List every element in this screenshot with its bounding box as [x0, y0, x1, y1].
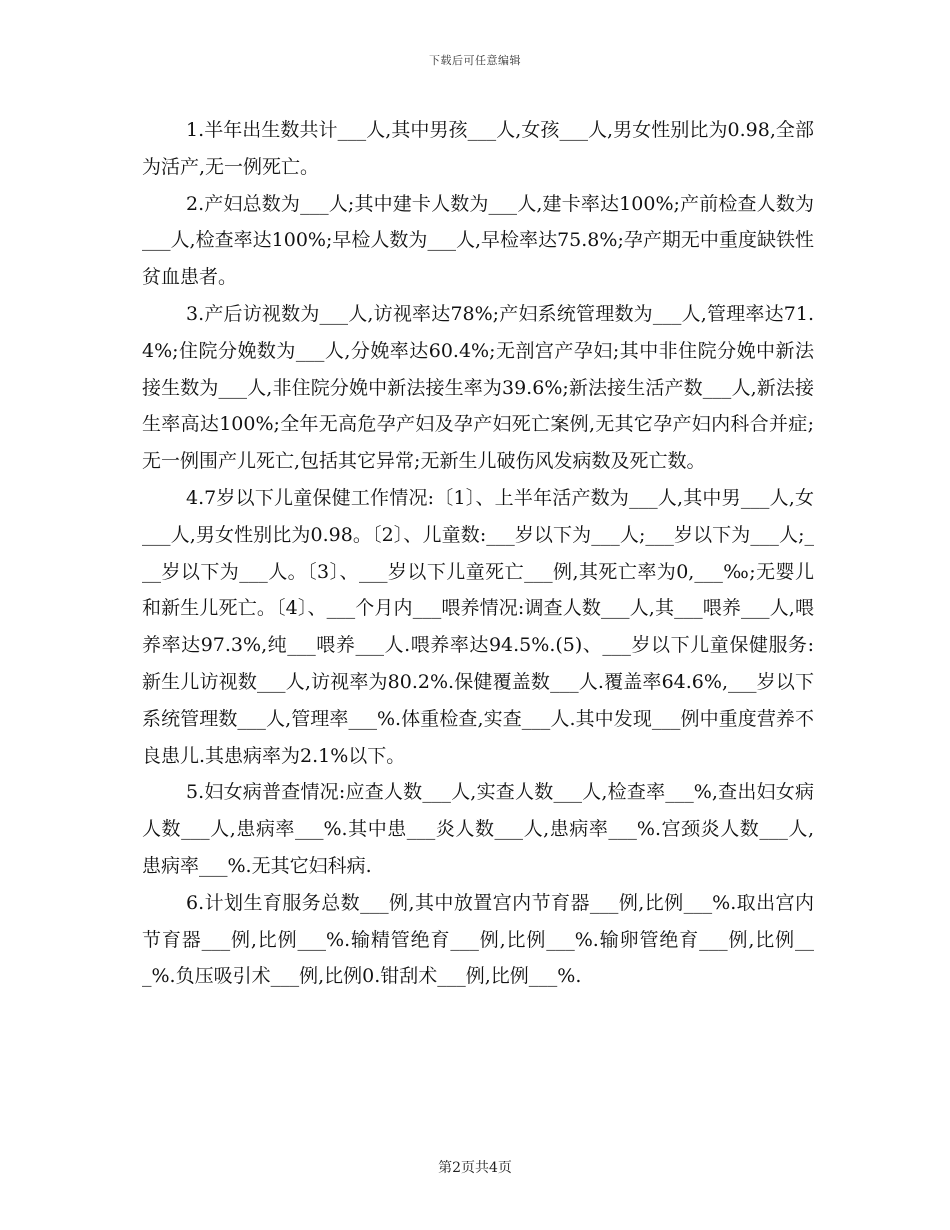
paragraph-2: 2.产妇总数为___人;其中建卡人数为___人,建卡率达100%;产前检查人数为___人,检查率达100%;早检人数为___人,早检率达75.8%;孕产期无中重度缺铁性贫血患者。 [142, 192, 814, 289]
document-body [142, 112, 814, 995]
paragraph-1: 1.半年出生数共计___人,其中男孩___人,女孩___人,男女性别比为0.98,全部为活产,无一例死亡。 [142, 119, 814, 178]
paragraph-6: 6.计划生育服务总数___例,其中放置宫内节育器___例,比例___%.取出宫内节育器___例,比例___%.输精管绝育___例,比例___%.输卵管绝育___例,比例___%.负压吸引术___例,比例0.钳刮术___例,比例___%. [142, 891, 814, 988]
paragraph-4: 4.7岁以下儿童保健工作情况:〔1〕、上半年活产数为___人,其中男___人,女___人,男女性别比为0.98。〔2〕、儿童数:___岁以下为___人;___岁以下为___人;___岁以下为___人。〔3〕、___岁以下儿童死亡___例,其死亡率为0,___‰;无婴儿和新生儿死亡。〔4〕、___个月内___喂养情况:调查人数___人,其___喂养___人,喂养率达97.3%,纯___喂养___人.喂养率达94.5%.(5)、___岁以下儿童保健服务:新生儿访视数___人,访视率为80.2%.保健覆盖数___人.覆盖率64.6%,___岁以下系统管理数___人,管理率___%.体重检查,实查___人.其中发现___例中重度营养不良患儿.其患病率为2.1%以下。 [142, 486, 814, 767]
page-number: 第2页共4页 [438, 1160, 512, 1176]
paragraph-3: 3.产后访视数为___人,访视率达78%;产妇系统管理数为___人,管理率达71.4%;住院分娩数为___人,分娩率达60.4%;无剖宫产孕妇;其中非住院分娩中新法接生数为___人,非住院分娩中新法接生率为39.6%;新法接生活产数___人,新法接生率高达100%;全年无高危孕产妇及孕产妇死亡案例,无其它孕产妇内科合并症;无一例围产儿死亡,包括其它异常;无新生儿破伤风发病数及死亡数。 [142, 302, 814, 473]
page-header: 下载后可任意编辑 [429, 54, 521, 67]
paragraph-5: 5.妇女病普查情况:应查人数___人,实查人数___人,检查率___%,查出妇女病人数___人,患病率___%.其中患___炎人数___人,患病率___%.宫颈炎人数___人,患病率___%.无其它妇科病. [142, 781, 814, 877]
